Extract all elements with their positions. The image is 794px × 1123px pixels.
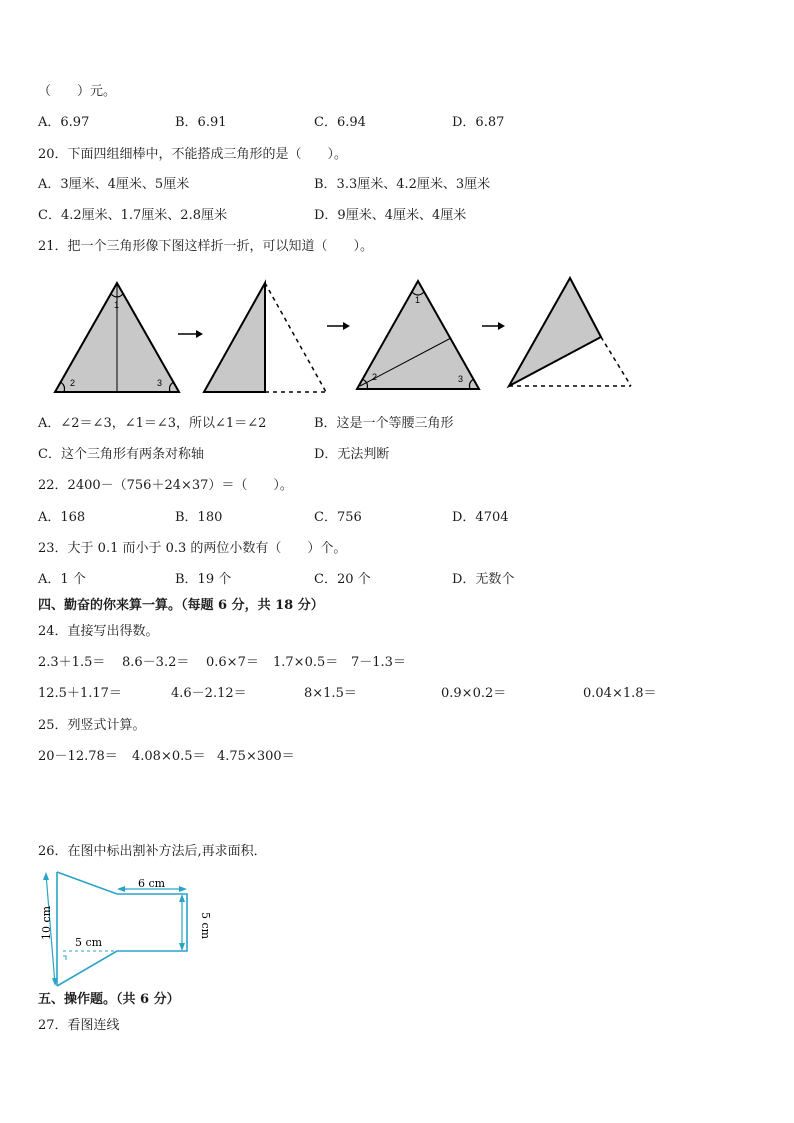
angle-label-1: 1 <box>114 300 120 310</box>
q22-option-d: D．4704 <box>452 510 509 525</box>
q24-row1-item-2: 8.6－3.2＝ <box>122 655 190 670</box>
q25-item-3: 4.75×300＝ <box>217 749 295 764</box>
q24-row1-item-5: 7－1.3＝ <box>351 655 406 670</box>
q21-option-b: B．这是一个等腰三角形 <box>314 416 454 431</box>
arrow-2 <box>327 322 350 330</box>
q20-stem: 20．下面四组细棒中，不能搭成三角形的是（ ）。 <box>38 147 348 162</box>
angle-label-1b: 1 <box>415 295 421 305</box>
q22-option-a: A．168 <box>38 510 86 525</box>
q24-row1-item-3: 0.6×7＝ <box>206 655 259 670</box>
q21-option-d: D．无法判断 <box>314 447 390 462</box>
q24-row2-item-2: 4.6－2.12＝ <box>171 686 247 701</box>
q24-row2-item-1: 12.5＋1.17＝ <box>38 686 122 701</box>
q24-stem: 24．直接写出得数。 <box>38 624 159 639</box>
angle-label-2: 2 <box>70 378 76 388</box>
q25-item-1: 20－12.78＝ <box>38 749 118 764</box>
q20-option-c: C．4.2厘米、1.7厘米、2.8厘米 <box>38 208 227 223</box>
q20-option-a: A．3厘米、4厘米、5厘米 <box>38 177 190 192</box>
q22-option-b: B．180 <box>175 510 223 525</box>
triangle-full <box>55 283 179 392</box>
q25-item-2: 4.08×0.5＝ <box>132 749 206 764</box>
q21-option-a: A．∠2＝∠3，∠1＝∠3，所以∠1＝∠2 <box>38 416 267 431</box>
dim-left-label: 10 cm <box>40 905 53 940</box>
dim-inner-label: 5 cm <box>75 936 103 949</box>
q24-row2-item-3: 8×1.5＝ <box>304 686 357 701</box>
arrow-3 <box>482 322 505 330</box>
section-4-title: 四、勤奋的你来算一算。（每题 6 分，共 18 分） <box>38 598 324 613</box>
angle-label-3b: 3 <box>458 374 464 384</box>
q19-option-d: D．6.87 <box>452 115 505 130</box>
q21-option-c: C．这个三角形有两条对称轴 <box>38 447 204 462</box>
q23-option-d: D．无数个 <box>452 572 515 587</box>
triangle-full-bisector <box>357 281 479 389</box>
q23-option-b: B．19 个 <box>175 572 232 587</box>
q19-tail: （ ）元。 <box>38 84 117 99</box>
q26-composite-figure <box>30 864 220 992</box>
dim-right-label: 5 cm <box>199 912 212 940</box>
q24-row1-item-4: 1.7×0.5＝ <box>273 655 339 670</box>
q24-row2-item-4: 0.9×0.2＝ <box>441 686 507 701</box>
q20-option-b: B．3.3厘米、4.2厘米、3厘米 <box>314 177 491 192</box>
angle-label-3: 3 <box>157 378 163 388</box>
q27-stem: 27．看图连线 <box>38 1018 120 1033</box>
q24-row2-item-5: 0.04×1.8＝ <box>583 686 657 701</box>
section-5-title: 五、操作题。（共 6 分） <box>38 992 180 1007</box>
q19-option-a: A．6.97 <box>38 115 90 130</box>
q24-row1-item-1: 2.3＋1.5＝ <box>38 655 106 670</box>
q22-option-c: C．756 <box>314 510 362 525</box>
q20-option-d: D．9厘米、4厘米、4厘米 <box>314 208 467 223</box>
triangle-folded-altitude <box>204 283 326 392</box>
q23-option-c: C．20 个 <box>314 572 371 587</box>
q23-stem: 23．大于 0.1 而小于 0.3 的两位小数有（ ）个。 <box>38 541 347 556</box>
arrow-1 <box>178 330 203 338</box>
dim-top-label: 6 cm <box>138 877 166 890</box>
q21-folding-figure <box>0 270 794 400</box>
q21-stem: 21．把一个三角形像下图这样折一折，可以知道（ ）。 <box>38 239 374 254</box>
q23-option-a: A．1 个 <box>38 572 86 587</box>
q22-stem: 22．2400－（756＋24×37）＝（ ）。 <box>38 478 293 493</box>
q19-option-b: B．6.91 <box>175 115 227 130</box>
q26-stem: 26．在图中标出割补方法后,再求面积． <box>38 844 267 859</box>
triangle-folded-bisector <box>509 278 631 386</box>
q25-stem: 25．列竖式计算。 <box>38 718 146 733</box>
q19-option-c: C．6.94 <box>314 115 366 130</box>
angle-label-2b: 2 <box>372 372 378 382</box>
